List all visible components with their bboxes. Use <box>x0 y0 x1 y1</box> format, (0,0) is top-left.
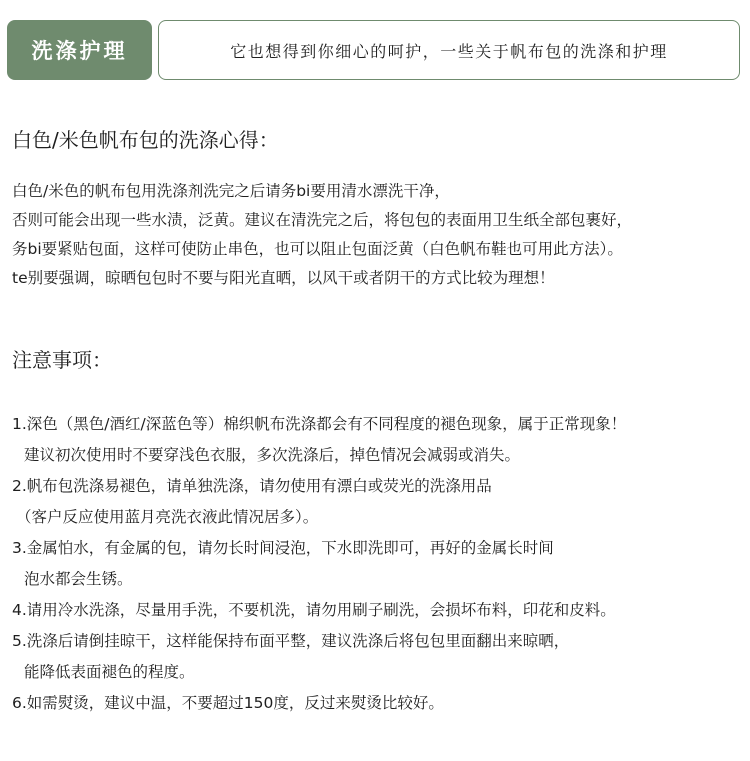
white-bag-washing-heading: 白色/米色帆布包的洗涤心得： <box>12 128 279 152</box>
white-tip-line-3: 务bi要紧贴包面，这样可使防止串色，也可以阻止包面泛黄（白色帆布鞋也可用此方法）。 <box>12 240 623 258</box>
white-tip-line-4: te别要强调，晾晒包包时不要与阳光直晒，以风干或者阴干的方式比较为理想！ <box>12 269 555 287</box>
white-tip-line-2: 否则可能会出现一些水渍，泛黄。建议在清洗完之后，将包包的表面用卫生纸全部包裹好， <box>12 211 633 229</box>
white-bag-washing-text <box>12 177 632 293</box>
header-tab-label: 洗涤护理 <box>31 39 128 63</box>
note-line-9: 能降低表面褪色的程度。 <box>24 663 195 681</box>
header-tagline-box <box>158 20 740 80</box>
note-line-7: 4.请用冷水洗涤，尽量用手洗，不要机洗，请勿用刷子刷洗，会损坏布料，印花和皮料。 <box>12 601 616 619</box>
note-line-2: 建议初次使用时不要穿浅色衣服，多次洗涤后，掉色情况会减弱或消失。 <box>24 446 521 464</box>
note-line-3: 2.帆布包洗涤易褪色，请单独洗涤，请勿使用有漂白或荧光的洗涤用品 <box>12 477 492 495</box>
note-line-4: （客户反应使用蓝月亮洗衣液此情况居多）。 <box>16 508 319 526</box>
notes-list <box>12 409 626 719</box>
header-tab <box>7 20 152 80</box>
note-line-5: 3.金属怕水，有金属的包，请勿长时间浸泡，下水即洗即可，再好的金属长时间 <box>12 539 554 557</box>
note-line-1: 1.深色（黑色/酒红/深蓝色等）棉织帆布洗涤都会有不同程度的褪色现象，属于正常现象！ <box>12 415 627 433</box>
notes-heading: 注意事项： <box>12 348 112 372</box>
note-line-8: 5.洗涤后请倒挂晾干，这样能保持布面平整，建议洗涤后将包包里面翻出来晾晒， <box>12 632 570 650</box>
note-line-6: 泡水都会生锈。 <box>24 570 133 588</box>
header-tagline-text: 它也想得到你细心的呵护，一些关于帆布包的洗涤和护理 <box>230 41 668 61</box>
note-line-10: 6.如需熨烫，建议中温，不要超过150度，反过来熨烫比较好。 <box>12 694 444 712</box>
white-tip-line-1: 白色/米色的帆布包用洗涤剂洗完之后请务bi要用清水漂洗干净， <box>12 182 450 200</box>
